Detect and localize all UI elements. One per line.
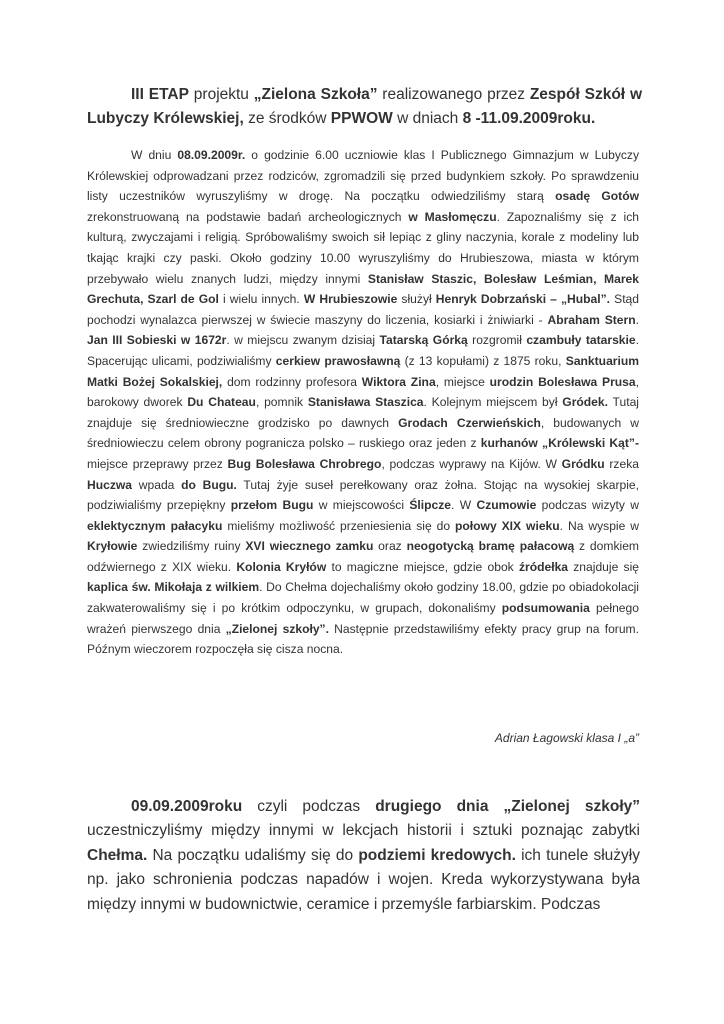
- text-run: . Do Chełma dojechaliśmy około godziny 18.00, gdzie po obiadokolacji zakwaterowaliśmy się i po krótkim odpoczynku, w grupach, dokonaliśmy: [87, 580, 639, 616]
- text-run: rzeka: [604, 456, 639, 471]
- text-run: mieliśmy możliwość przeniesienia się do: [222, 518, 456, 533]
- bold-text-run: 8 -11.09.2009roku.: [462, 110, 596, 127]
- bold-text-run: Stanisława Staszica: [307, 395, 424, 410]
- text-run: Tutaj żyje suseł perełkowany oraz żołna. Stojąc na wysokiej skarpie, podziwialiśmy przepiękny: [87, 477, 639, 513]
- text-run: W dniu: [131, 148, 178, 162]
- text-run: znajduje się: [568, 559, 640, 574]
- bold-text-run: Henryk Dobrzański – „Hubal”.: [435, 292, 611, 307]
- text-run: . Zapoznaliśmy się z ich kulturą, zwyczajami i religią. Spróbowaliśmy swoich sił lepiąc z gliny naczynia, korale z modeliny lub tkając krajki czy paski. Około godziny 10.00 wyruszyliśmy do Hrubieszowa, miasta w którym przebywało wielu znanych ludzi, między innymi: [87, 209, 639, 286]
- bold-text-run: źródełka: [518, 559, 569, 574]
- text-run: podczas wizyty w: [536, 498, 640, 513]
- text-run: Tutaj znajduje się średniowieczne grodzisko po dawnych: [87, 395, 639, 430]
- bold-text-run: 09.09.2009roku: [131, 798, 243, 815]
- bold-text-run: W Hrubieszowie: [303, 292, 398, 307]
- text-run: , miejsce: [435, 374, 490, 389]
- bold-text-run: kaplica św. Mikołaja z wilkiem: [87, 580, 260, 595]
- text-run: o godzinie 6.00 uczniowie klas I Publicznego Gimnazjum w Lubyczy Królewskiej odprowadzani przez rodziców, zgromadzili się przed budynkiem szkoły. Po sprawdzeniu listy uczestników wyruszyliśmy w drogę. Na początku odwiedziliśmy starą: [87, 148, 640, 204]
- bold-text-run: połowy XIX wieku: [455, 518, 560, 533]
- text-run: , budowanych w średniowieczu celem obrony pogranicza polsko – ruskiego oraz jeden z: [87, 415, 639, 451]
- text-run: . Kolejnym miejscem był: [423, 395, 563, 410]
- text-run: zrekonstruowaną na podstawie badań archeologicznych: [87, 209, 409, 224]
- bold-text-run: Gródek.: [562, 395, 608, 410]
- text-run: w dniach: [392, 110, 463, 127]
- bold-text-run: Grodach Czerwieńskich: [398, 415, 541, 430]
- text-run: Stąd pochodzi wynalazca pierwszej w świecie maszyny do liczenia, kosiarki i żniwiarki -: [87, 292, 640, 327]
- paragraph-day-two: [87, 795, 640, 917]
- bold-text-run: przełom Bugu: [230, 498, 314, 513]
- text-run: , barokowy dworek: [87, 374, 640, 410]
- bold-text-run: Sanktuarium Matki Bożej Sokalskiej,: [87, 353, 640, 389]
- bold-text-run: „Zielonej szkoły”.: [225, 621, 329, 636]
- text-run: (z 13 kopułami) z 1875 roku,: [400, 353, 566, 368]
- bold-text-run: Gródku: [561, 456, 605, 471]
- bold-text-run: podziemi kredowych.: [358, 846, 516, 864]
- text-run: zwiedziliśmy ruiny: [137, 539, 246, 554]
- text-run: pełnego wrażeń pierwszego dnia: [87, 601, 639, 636]
- bold-text-run: Kolonia Kryłów: [236, 559, 327, 574]
- bold-text-run: Kryłowie: [87, 539, 138, 554]
- text-run: wpada: [132, 477, 182, 492]
- bold-text-run: Ślipcze: [409, 498, 452, 513]
- text-run: w miejscowości: [313, 498, 410, 513]
- text-run: . Spacerując ulicami, podziwialiśmy: [87, 333, 639, 368]
- bold-text-run: podsumowania: [501, 601, 590, 616]
- text-run: dom rodzinny profesora: [222, 374, 362, 389]
- bold-text-run: Zespół Szkół w Lubyczy Królewskiej,: [87, 86, 643, 127]
- text-run: miejsce przeprawy przez: [87, 456, 228, 471]
- bold-text-run: III ETAP: [131, 86, 189, 103]
- bold-text-run: czambuły tatarskie: [526, 333, 636, 348]
- text-run: i wielu innych.: [218, 292, 304, 307]
- bold-text-run: XVI wiecznego zamku: [245, 539, 374, 554]
- text-run: , pomnik: [255, 395, 308, 410]
- bold-text-run: Stanisław Staszic, Bolesław Leśmian, Marek Grechuta, Szarl de Gol: [87, 271, 639, 307]
- text-run: to magiczne miejsce, gdzie obok: [326, 559, 519, 574]
- text-run: ze środków: [243, 110, 331, 127]
- bold-text-run: Du Chateau: [187, 395, 256, 410]
- text-run: z domkiem odźwiernego z XIX wieku.: [87, 539, 639, 574]
- bold-text-run: osadę Gotów: [555, 189, 639, 204]
- text-run: ich tunele służyły np. jako schronienia podczas napadów i wojen. Kreda wykorzystywana była między innymi w budownictwie, ceramice i przemyśle farbiarskim. Podczas: [87, 846, 640, 913]
- text-run: Na początku udaliśmy się do: [147, 846, 359, 864]
- bold-text-run: Tatarską Górką: [379, 333, 468, 348]
- bold-text-run: neogotycką bramę pałacową: [406, 539, 575, 554]
- bold-text-run: Jan III Sobieski w 1672r: [87, 333, 227, 348]
- paragraph-day-one: [87, 145, 639, 660]
- text-run: . w miejscu zwanym dzisiaj: [226, 333, 380, 348]
- text-run: . Na wyspie w: [559, 518, 640, 533]
- bold-text-run: Czumowie: [476, 498, 537, 513]
- bold-text-run: Huczwa: [87, 477, 133, 492]
- text-run: , podczas wyprawy na Kijów. W: [381, 456, 562, 471]
- bold-text-run: w Masłomęczu: [408, 209, 497, 224]
- text-run: projektu: [188, 86, 254, 103]
- bold-text-run: drugiego dnia „Zielonej szkoły”: [375, 798, 640, 815]
- bold-text-run: eklektycznym pałacyku: [87, 518, 223, 533]
- text-run: czyli podczas: [242, 798, 376, 815]
- bold-text-run: Abraham Stern: [547, 312, 636, 327]
- bold-text-run: Wiktora Zina: [361, 374, 436, 389]
- text-run: Następnie przedstawiliśmy efekty pracy grup na forum. Późnym wieczorem rozpoczęła się cisza nocna.: [87, 621, 639, 657]
- document-title: [87, 83, 642, 131]
- text-run: rozgromił: [467, 333, 527, 348]
- bold-text-run: kurhanów „Królewski Kąt”-: [480, 436, 639, 451]
- text-run: uczestniczyliśmy między innymi w lekcjach historii i sztuki poznając zabytki: [87, 822, 640, 840]
- bold-text-run: Chełma.: [87, 846, 148, 864]
- bold-text-run: 08.09.2009r.: [177, 148, 246, 162]
- bold-text-run: do Bugu.: [181, 477, 237, 492]
- bold-text-run: „Zielona Szkoła”: [253, 86, 378, 103]
- text-run: . W: [451, 498, 477, 513]
- bold-text-run: Bug Bolesława Chrobrego: [227, 456, 382, 471]
- text-run: służył: [397, 292, 436, 307]
- bold-text-run: urodzin Bolesława Prusa: [489, 374, 636, 389]
- text-run: realizowanego przez: [377, 86, 530, 103]
- text-run: oraz: [373, 539, 407, 554]
- text-run: .: [635, 312, 639, 327]
- bold-text-run: PPWOW: [330, 110, 393, 127]
- author-signature: Adrian Łagowski klasa I „a”: [494, 731, 639, 745]
- bold-text-run: cerkiew prawosławną: [275, 353, 401, 368]
